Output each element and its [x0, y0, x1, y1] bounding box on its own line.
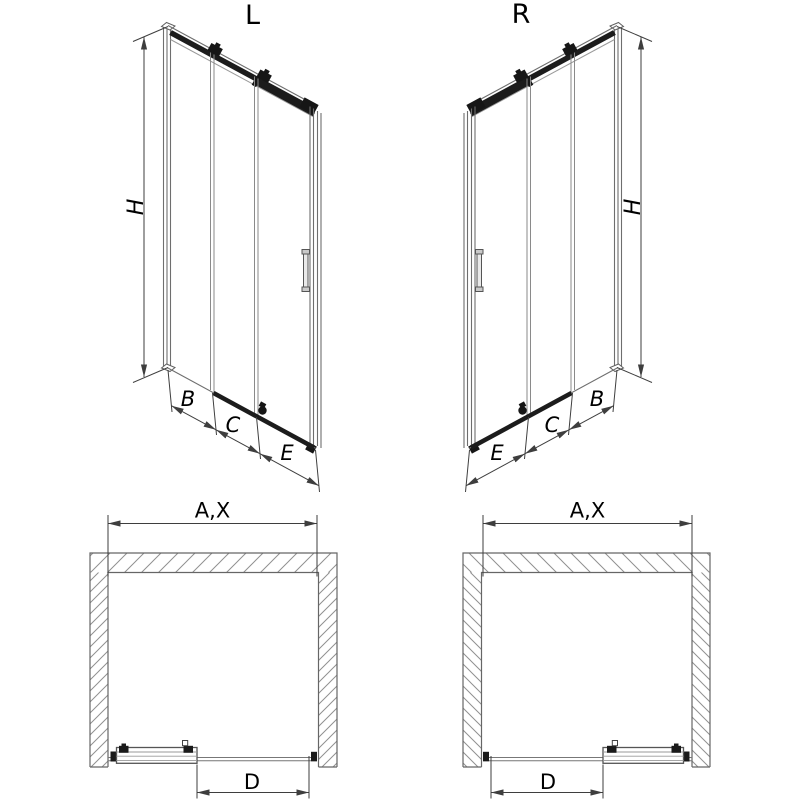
dim-label-d-right: D [539, 770, 557, 794]
dim-label-ax-left: A,X [194, 498, 231, 523]
plan-view-left [90, 499, 337, 799]
dim-label-c-right: C [544, 413, 560, 437]
dim-label-e-right: E [490, 441, 504, 465]
dim-label-c-left: C [225, 413, 241, 437]
dim-label-ax-right: A,X [569, 498, 606, 523]
dim-label-d-left: D [243, 770, 261, 794]
dim-label-height-left: H [124, 198, 149, 216]
plan-view-right [463, 499, 710, 799]
iso-view-left [124, 0, 321, 492]
dim-label-e-left: E [280, 441, 294, 465]
iso-view-right [464, 0, 652, 492]
dim-label-b-right: B [589, 387, 605, 411]
plan-left-graphic [90, 515, 337, 799]
variant-label-right: R [511, 0, 531, 30]
plan-right-graphic [463, 515, 710, 799]
variant-label-left: L [244, 0, 261, 31]
dim-label-b-left: B [180, 387, 196, 411]
dim-label-height-right: H [621, 198, 646, 216]
